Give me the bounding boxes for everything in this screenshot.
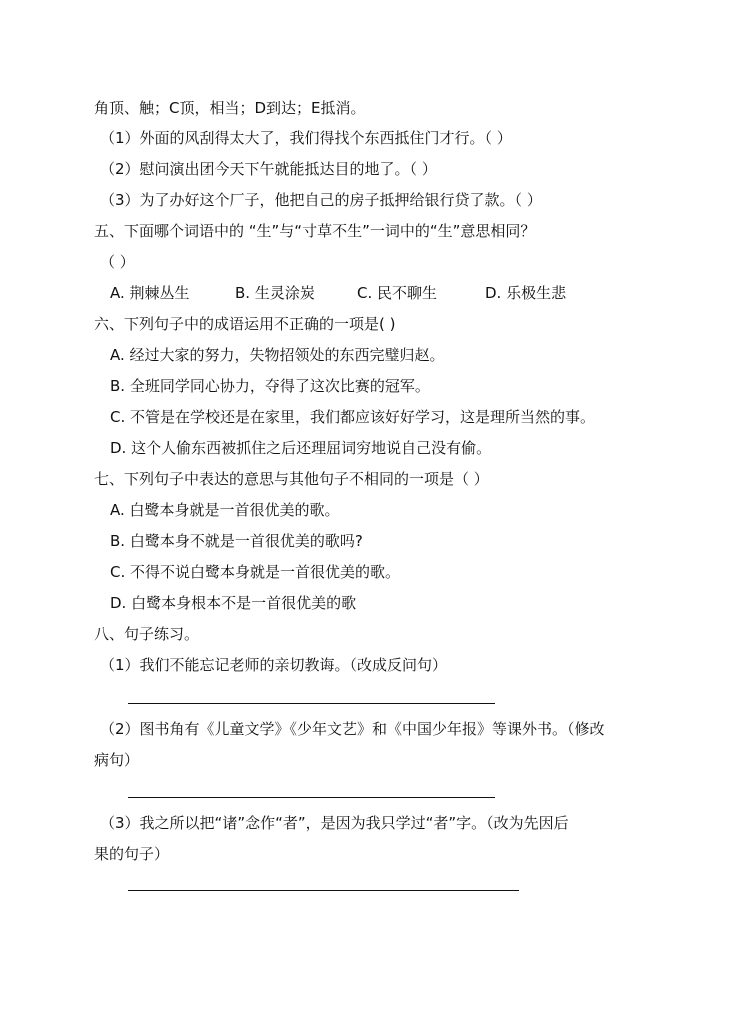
q4-item-2: （2）慰问演出团今天下午就能抵达目的地了。（ ） [100,160,437,178]
q5-options [110,283,566,303]
q6-option-d: D. 这个人偷东西被抓住之后还理屈词穷地说自己没有偷。 [110,439,492,457]
q8-item-3-line-1: （3）我之所以把“诸”念作“者”，是因为我只学过“者”字。（改为先因后 [100,814,569,832]
q5-title: 五、下面哪个词语中的 “生”与“寸草不生”一词中的“生”意思相同？ [94,222,536,240]
q7-option-b: B. 白鹭本身不就是一首很优美的歌吗? [110,532,363,550]
q5-option-c: C. 民不聊生 [357,284,438,302]
q5-answer-paren: （ ） [100,253,135,271]
q6-option-c: C. 不管是在学校还是在家里，我们都应该好好学习，这是理所当然的事。 [110,408,596,426]
q8-title: 八、句子练习。 [94,625,200,643]
q8-item-2-line-2: 病句） [94,751,140,769]
q4-options-line: 角顶、触；C顶，相当；D到达；E抵消。 [94,99,366,117]
q8-item-1-answer-line[interactable] [128,703,495,704]
q4-item-1: （1）外面的风刮得太大了，我们得找个东西抵住门才行。（ ） [100,129,512,147]
q5-option-a: A. 荆棘丛生 [110,284,190,302]
q5-option-b: B. 生灵涂炭 [235,284,315,302]
q4-item-3: （3）为了办好这个厂子，他把自己的房子抵押给银行贷了款。（ ） [100,191,542,209]
q7-option-d: D. 白鹭本身根本不是一首很优美的歌 [110,594,357,612]
q7-title: 七、下列句子中表达的意思与其他句子不相同的一项是（ ） [94,470,489,488]
q8-item-2-line-1: （2）图书角有《儿童文学》《少年文艺》和《中国少年报》等课外书。（修改 [100,720,605,738]
q8-item-1: （1）我们不能忘记老师的亲切教诲。（改成反问句） [100,656,448,674]
q8-item-3-answer-line[interactable] [128,890,519,891]
q8-item-3-line-2: 果的句子） [94,845,170,863]
q8-item-2-answer-line[interactable] [128,797,495,798]
q5-option-d: D. 乐极生悲 [485,284,567,302]
q7-option-a: A. 白鹭本身就是一首很优美的歌。 [110,501,340,519]
q6-option-a: A. 经过大家的努力，失物招领处的东西完璧归赵。 [110,346,445,364]
q6-title: 六、下列句子中的成语运用不正确的一项是( ) [94,315,396,333]
q6-option-b: B. 全班同学同心协力，夺得了这次比赛的冠军。 [110,377,430,395]
q7-option-c: C. 不得不说白鹭本身就是一首很优美的歌。 [110,563,401,581]
